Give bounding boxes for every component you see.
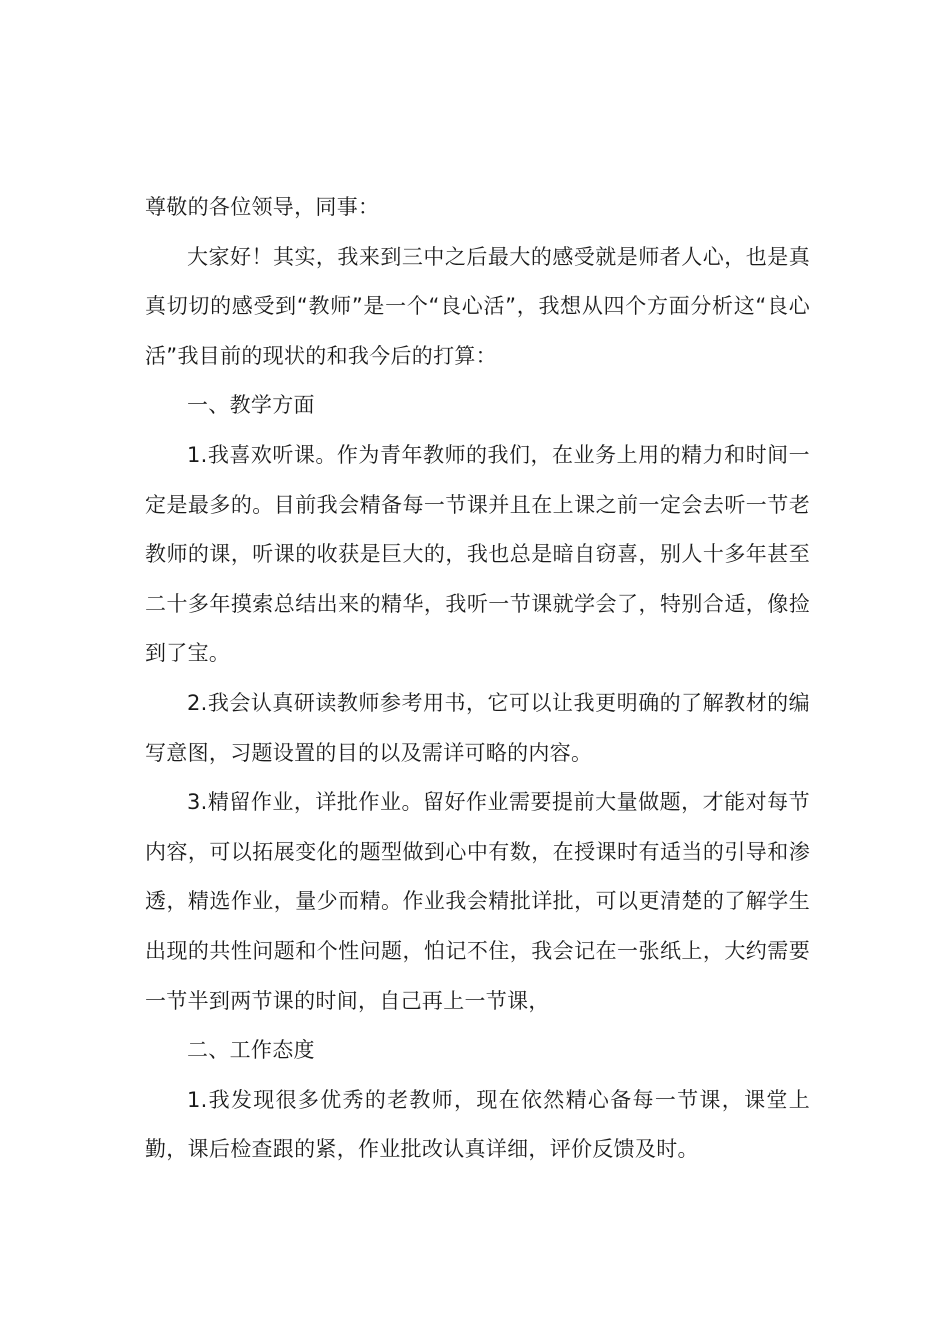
paragraph-homework: 3.精留作业，详批作业。留好作业需要提前大量做题，才能对每节内容，可以拓展变化的题型做到心中有数，在授课时有适当的引导和渗透，精选作业，量少而精。作业我会精批详批，可以更清楚的了解学生出现的共性问题和个性问题，怕记不住，我会记在一张纸上，大约需要一节半到两节课的时间，自己再上一节课，	[145, 790, 810, 1013]
paragraph-listening: 1.我喜欢听课。作为青年教师的我们，在业务上用的精力和时间一定是最多的。目前我会精备每一节课并且在上课之前一定会去听一节老教师的课，听课的收获是巨大的，我也总是暗自窃喜，别人十多年甚至二十多年摸索总结出来的精华，我听一节课就学会了，特别合适，像捡到了宝。	[145, 442, 810, 666]
document-body	[145, 183, 810, 1175]
section-heading-attitude: 二、工作态度	[187, 1038, 315, 1063]
paragraph-reference-books: 2.我会认真研读教师参考用书，它可以让我更明确的了解教材的编写意图，习题设置的目的以及需详可略的内容。	[145, 690, 810, 765]
salutation: 尊敬的各位领导，同事：	[145, 195, 380, 219]
paragraph-senior-teachers: 1.我发现很多优秀的老教师，现在依然精心备每一节课，课堂上勤，课后检查跟的紧，作业批改认真详细，评价反馈及时。	[145, 1087, 810, 1162]
section-heading-teaching: 一、教学方面	[187, 393, 315, 418]
paragraph-greeting: 大家好！其实，我来到三中之后最大的感受就是师者人心，也是真真切切的感受到“教师”是一个“良心活”，我想从四个方面分析这“良心活”我目前的现状的和我今后的打算：	[145, 244, 810, 368]
